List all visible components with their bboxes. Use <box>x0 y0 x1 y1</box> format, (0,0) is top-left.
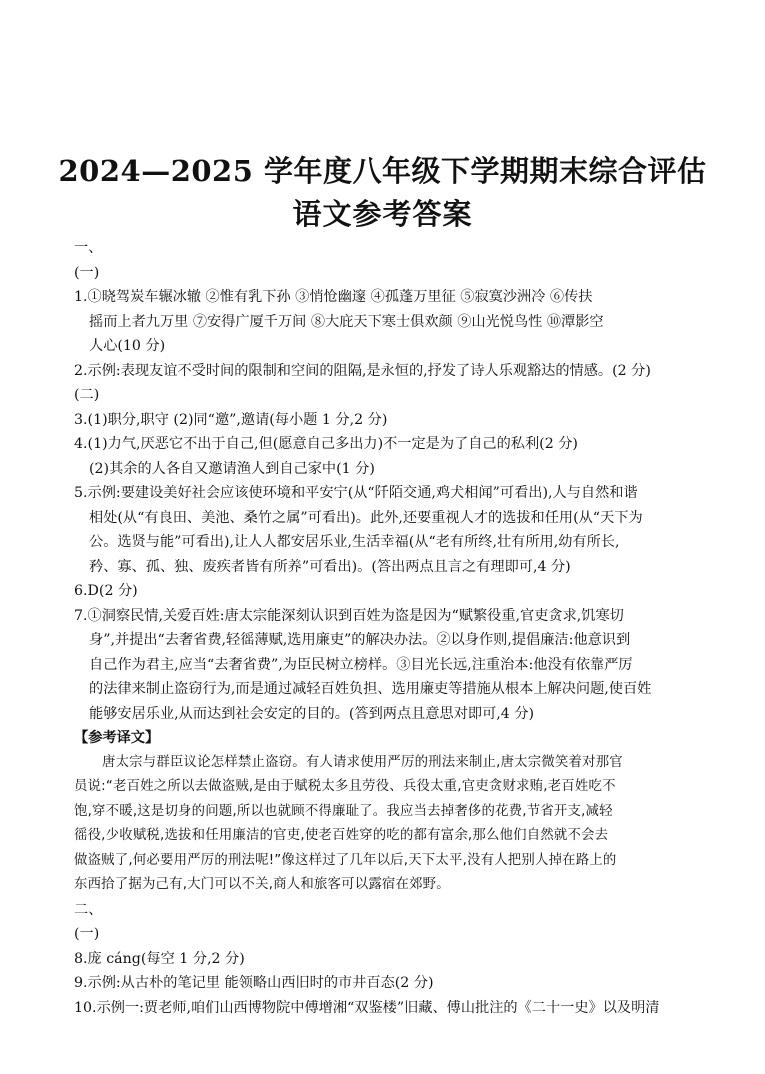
answer-7-line-5: 能够安居乐业,从而达到社会安定的目的。(答到两点且意思对即可,4 分) <box>89 705 535 722</box>
answer-5-line-1: 5.示例:要建设美好社会应该使环境和平安宁(从“阡陌交通,鸡犬相闻”可看出),人与自然和谐 <box>74 485 638 501</box>
answer-5-line-4: 矜、寡、孤、独、废疾者皆有所养”可看出)。(答出两点且言之有理即可,4 分) <box>89 558 571 575</box>
translation-heading: 【参考译文】 <box>74 730 160 746</box>
answer-9: 9.示例:从古朴的笔记里 能领略山西旧时的市井百态(2 分) <box>74 975 434 991</box>
subsection-heading-1-2: (二) <box>74 387 100 403</box>
answer-8: 8.庞 cáng(每空 1 分,2 分) <box>74 950 245 967</box>
answer-5-line-2: 相处(从“有良田、美池、桑竹之属”可看出)。此外,还要重视人才的选拔和任用(从“天下为 <box>89 509 643 526</box>
section-heading-1: 一、 <box>74 240 103 256</box>
translation-line-6: 东西拾了据为己有,大门可以不关,商人和旅客可以露宿在郊野。 <box>74 877 450 892</box>
section-heading-2: 二、 <box>74 901 103 918</box>
answer-body <box>74 236 714 1020</box>
answer-1-line-3: 人心(10 分) <box>89 338 166 354</box>
answer-7-line-1: 7.①洞察民情,关爱百姓:唐太宗能深刻认识到百姓为盗是因为“赋繁役重,官吏贪求,饥寒切 <box>74 607 624 624</box>
document-subtitle: 语文参考答案 <box>292 197 473 231</box>
translation-line-1: 唐太宗与群臣议论怎样禁止盗窃。有人请求使用严厉的刑法来制止,唐太宗微笑着对那官 <box>102 754 623 770</box>
translation-line-2: 员说:“老百姓之所以去做盗贼,是由于赋税太多且劳役、兵役太重,官吏贪财求贿,老百姓吃不 <box>74 779 616 794</box>
subsection-heading-2-1: (一) <box>74 926 100 942</box>
answer-1-line-1: 1.①晓驾炭车辗冰辙 ②惟有乳下孙 ③悄怆幽邃 ④孤蓬万里征 ⑤寂寞沙洲冷 ⑥传扶 <box>74 289 593 305</box>
answer-7-line-3: 自己作为君主,应当“去奢省费”,为臣民树立榜样。③目光长远,注重治本:他没有依靠严厉 <box>89 656 633 673</box>
answer-4-line-1: 4.(1)力气,厌恶它不出于自己,但(愿意自己多出力)不一定是为了自己的私利(2 分) <box>74 436 578 452</box>
answer-3: 3.(1)职分,职守 (2)同“邀”,邀请(每小题 1 分,2 分) <box>74 411 388 428</box>
answer-2: 2.示例:表现友谊不受时间的限制和空间的阻隔,是永恒的,抒发了诗人乐观豁达的情感。(2 分) <box>74 362 651 379</box>
subsection-heading-1-1: (一) <box>74 264 100 281</box>
answer-1-line-2: 摇而上者九万里 ⑦安得广厦千万间 ⑧大庇天下寒士俱欢颜 ⑨山光悦鸟性 ⑩潭影空 <box>89 313 604 330</box>
answer-7-line-4: 的法律来制止盗窃行为,而是通过减轻百姓负担、选用廉吏等措施从根本上解决问题,使百姓 <box>89 681 652 697</box>
answer-5-line-3: 公。选贤与能”可看出),让人人都安居乐业,生活幸福(从“老有所终,壮有所用,幼有所长, <box>89 534 620 550</box>
answer-10-line-1: 10.示例一:贾老师,咱们山西博物院中傅增湘“双鉴楼”旧藏、傅山批注的《二十一史》以及明清 <box>74 999 660 1016</box>
answer-6: 6.D(2 分) <box>74 583 138 599</box>
translation-line-4: 徭役,少收赋税,选拔和任用廉洁的官吏,使老百姓穿的吃的都有富余,那么他们自然就不会去 <box>74 828 609 843</box>
translation-line-5: 做盗贼了,何必要用严厉的刑法呢!”像这样过了几年以后,天下太平,没有人把别人掉在路上的 <box>74 852 617 868</box>
answer-7-line-2: 身”,并提出“去奢省费,轻徭薄赋,选用廉吏”的解决办法。②以身作则,提倡廉洁:他意识到 <box>89 632 631 648</box>
translation-line-3: 饱,穿不暖,这是切身的问题,所以也就顾不得廉耻了。我应当去掉奢侈的花费,节省开支,减轻 <box>74 803 613 819</box>
answer-4-line-2: (2)其余的人各自又邀请渔人到自己家中(1 分) <box>89 460 375 477</box>
document-title: 2024—2025 学年度八年级下学期期末综合评估 <box>58 154 707 188</box>
